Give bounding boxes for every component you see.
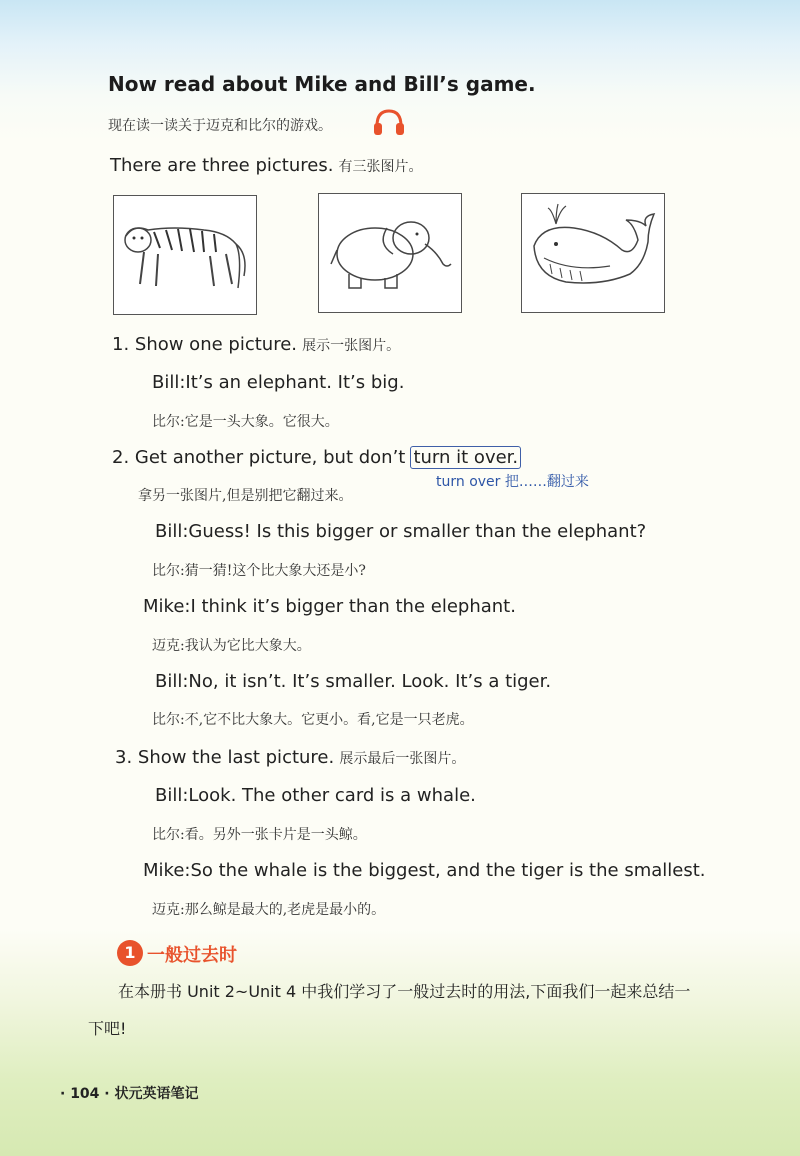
whale-picture bbox=[521, 193, 665, 313]
step-1-cn: 展示一张图片。 bbox=[302, 338, 401, 354]
dialogue-line-1-cn: 比尔:它是一头大象。它很大。 bbox=[152, 414, 339, 430]
section-number-badge: 1 bbox=[117, 940, 143, 966]
step-2-en: 2. Get another picture, but don’t bbox=[112, 447, 406, 468]
step-1 bbox=[112, 334, 400, 355]
dialogue-line-5-cn: 比尔:看。另外一张卡片是一头鲸。 bbox=[152, 827, 367, 843]
paragraph-line-1: 在本册书 Unit 2~Unit 4 中我们学习了一般过去时的用法,下面我们一起来总结一 bbox=[118, 982, 691, 1001]
headphones-icon[interactable] bbox=[372, 108, 406, 138]
dialogue-line-1: Bill:It’s an elephant. It’s big. bbox=[152, 372, 405, 393]
page-title: Now read about Mike and Bill’s game. bbox=[108, 72, 536, 96]
dialogue-line-5: Bill:Look. The other card is a whale. bbox=[155, 785, 476, 806]
page-footer: · 104 · 状元英语笔记 bbox=[60, 1086, 199, 1102]
tiger-drawing bbox=[114, 196, 256, 314]
step-3-en: 3. Show the last picture. bbox=[115, 747, 335, 768]
intro-en: There are three pictures. bbox=[110, 155, 334, 176]
dialogue-line-4-cn: 比尔:不,它不比大象大。它更小。看,它是一只老虎。 bbox=[152, 712, 474, 728]
dialogue-line-3-cn: 迈克:我认为它比大象大。 bbox=[152, 638, 311, 654]
elephant-picture bbox=[318, 193, 462, 313]
intro-cn: 有三张图片。 bbox=[338, 159, 423, 175]
vocab-note: turn over 把……翻过来 bbox=[436, 474, 589, 490]
step-2-cn: 拿另一张图片,但是别把它翻过来。 bbox=[138, 488, 353, 504]
dialogue-line-2-cn: 比尔:猜一猜!这个比大象大还是小? bbox=[152, 563, 366, 579]
step-2 bbox=[112, 447, 521, 468]
dialogue-line-2: Bill:Guess! Is this bigger or smaller than the elephant? bbox=[155, 521, 647, 542]
step-3-cn: 展示最后一张图片。 bbox=[339, 751, 466, 767]
dialogue-line-6: Mike:So the whale is the biggest, and the tiger is the smallest. bbox=[143, 860, 706, 881]
paragraph-line-2: 下吧! bbox=[88, 1019, 127, 1038]
dialogue-line-6-cn: 迈克:那么鲸是最大的,老虎是最小的。 bbox=[152, 902, 386, 918]
highlighted-phrase: turn it over. bbox=[410, 446, 521, 469]
step-1-en: 1. Show one picture. bbox=[112, 334, 297, 355]
step-3 bbox=[115, 747, 465, 768]
dialogue-line-3: Mike:I think it’s bigger than the elephant. bbox=[143, 596, 516, 617]
elephant-drawing bbox=[319, 194, 461, 312]
intro-line bbox=[110, 155, 423, 176]
section-title: 一般过去时 bbox=[147, 945, 237, 966]
dialogue-line-4: Bill:No, it isn’t. It’s smaller. Look. It’s a tiger. bbox=[155, 671, 552, 692]
title-translation: 现在读一读关于迈克和比尔的游戏。 bbox=[108, 118, 332, 134]
whale-drawing bbox=[522, 194, 664, 312]
tiger-picture bbox=[113, 195, 257, 315]
